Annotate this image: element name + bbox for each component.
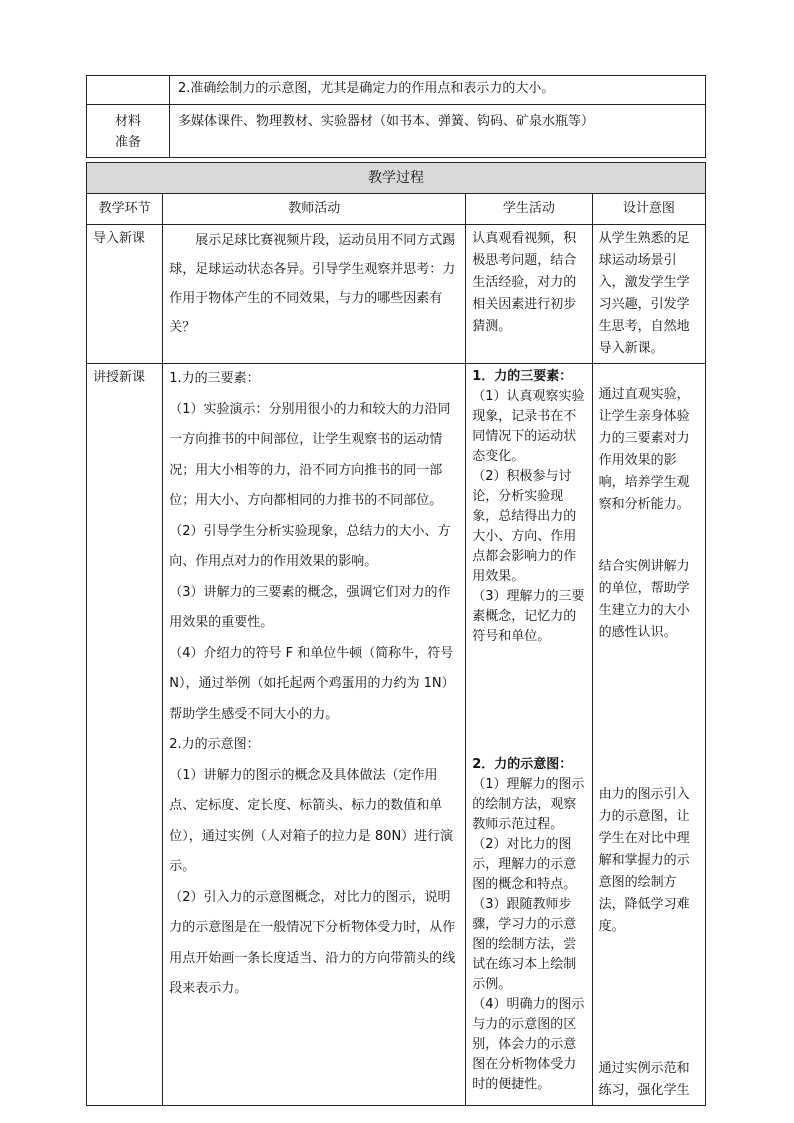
- teacher-item: （2）引入力的示意图概念，对比力的图示，说明力的示意图是在一般情况下分析物体受力时，从作用点开始画一条长度适当、沿力的方向带箭头的线段来表示力。: [169, 889, 456, 996]
- student-item: （4）明确力的图示与力的示意图的区别，体会力的示意图在分析物体受力时的便捷性。: [472, 997, 585, 1092]
- teacher-item: （4）介绍力的符号 F 和单位牛顿（简称牛，符号 N），通过举例（如托起两个鸡蛋用的力约为 1N）帮助学生感受不同大小的力。: [169, 645, 455, 722]
- intro-teacher-text: 展示足球比赛视频片段，运动员用不同方式踢球，足球运动状态各异。引导学生观察并思考：力作用于物体产生的不同效果，与力的哪些因素有关？: [169, 233, 456, 335]
- intro-student: [466, 225, 592, 364]
- teacher-item: 2.力的示意图：: [169, 737, 260, 752]
- student-item: （3）理解力的三要素概念，记忆力的符号和单位。: [472, 589, 585, 644]
- teacher-item: （2）引导学生分析实验现象，总结力的大小、方向、作用点对力的作用效果的影响。: [169, 523, 451, 569]
- header-student: 学生活动: [466, 194, 592, 225]
- design-item: 结合实例讲解力的单位，帮助学生建立力的大小的感性认识。: [598, 559, 690, 640]
- materials-row: [87, 105, 706, 158]
- header-row: [87, 194, 706, 225]
- teach-teacher: [163, 364, 466, 1106]
- teach-student: [466, 364, 592, 1106]
- student-item: 2．力的示意图：: [472, 757, 573, 772]
- teacher-item: 1.力的三要素：: [169, 371, 260, 386]
- intro-student-text: 认真观看视频，积极思考问题，结合生活经验，对力的相关因素进行初步猜测。: [472, 231, 577, 334]
- student-item: （2）积极参与讨论，分析实验现象，总结得出力的大小、方向、作用点都会影响力的作用效果。: [472, 469, 577, 584]
- design-item: 通过直观实验，让学生亲身体验力的三要素对力作用效果的影响，培养学生观察和分析能力。: [598, 387, 690, 512]
- student-item: 1．力的三要素：: [472, 369, 573, 384]
- student-item: （1）理解力的图示的绘制方法，观察教师示范过程。: [472, 777, 585, 832]
- materials-text: 多媒体课件、物理教材、实验器材（如书本、弹簧、钩码、矿泉水瓶等）: [170, 105, 706, 158]
- teach-stage: 讲授新课: [87, 364, 163, 1106]
- teach-design: [592, 364, 705, 1106]
- teacher-item: （1）实验演示：分别用很小的力和较大的力沿同一方向推书的中间部位，让学生观察书的运动情况；用大小相等的力，沿不同方向推书的同一部位；用大小、方向都相同的力推书的不同部位。: [169, 401, 451, 508]
- teacher-item: （1）讲解力的图示的概念及具体做法（定作用点、定标度、定长度、标箭头、标力的数值和单位），通过实例（人对箱子的拉力是 80N）进行演示。: [169, 767, 454, 874]
- teacher-item: （3）讲解力的三要素的概念，强调它们对力的作用效果的重要性。: [169, 584, 451, 630]
- intro-design: [592, 225, 705, 364]
- objectives-label: [87, 76, 170, 105]
- process-banner-row: [87, 163, 706, 194]
- student-item: （3）跟随教师步骤，学习力的示意图的绘制方法，尝试在练习本上绘制示例。: [472, 897, 577, 992]
- process-banner: 教学过程: [87, 163, 706, 194]
- intro-stage: 导入新课: [87, 225, 163, 364]
- intro-design-text: 从学生熟悉的足球运动场景引入，激发学生学习兴趣，引发学生思考，自然地导入新课。: [598, 231, 690, 356]
- teaching-process-table: [86, 162, 706, 1106]
- student-item: （1）认真观察实验现象，记录书在不同情况下的运动状态变化。: [472, 389, 585, 464]
- student-item: （2）对比力的图示，理解力的示意图的概念和特点。: [472, 837, 577, 892]
- design-item: 通过实例示范和练习，强化学生: [598, 1061, 690, 1098]
- teach-row: [87, 364, 706, 1106]
- materials-label-line1: 材料: [114, 114, 141, 129]
- intro-row: [87, 225, 706, 364]
- header-stage: 教学环节: [87, 194, 163, 225]
- objectives-row: [87, 76, 706, 105]
- objectives-text: 2.准确绘制力的示意图，尤其是确定力的作用点和表示力的大小。: [170, 76, 706, 105]
- design-item: 由力的图示引入力的示意图，让学生在对比中理解和掌握力的示意图的绘制方法，降低学习难度。: [598, 787, 690, 934]
- header-design: 设计意图: [592, 194, 705, 225]
- intro-teacher: [163, 225, 466, 364]
- objectives-table: [86, 75, 706, 158]
- header-teacher: 教师活动: [163, 194, 466, 225]
- materials-label: [87, 105, 170, 158]
- materials-label-line2: 准备: [114, 135, 141, 150]
